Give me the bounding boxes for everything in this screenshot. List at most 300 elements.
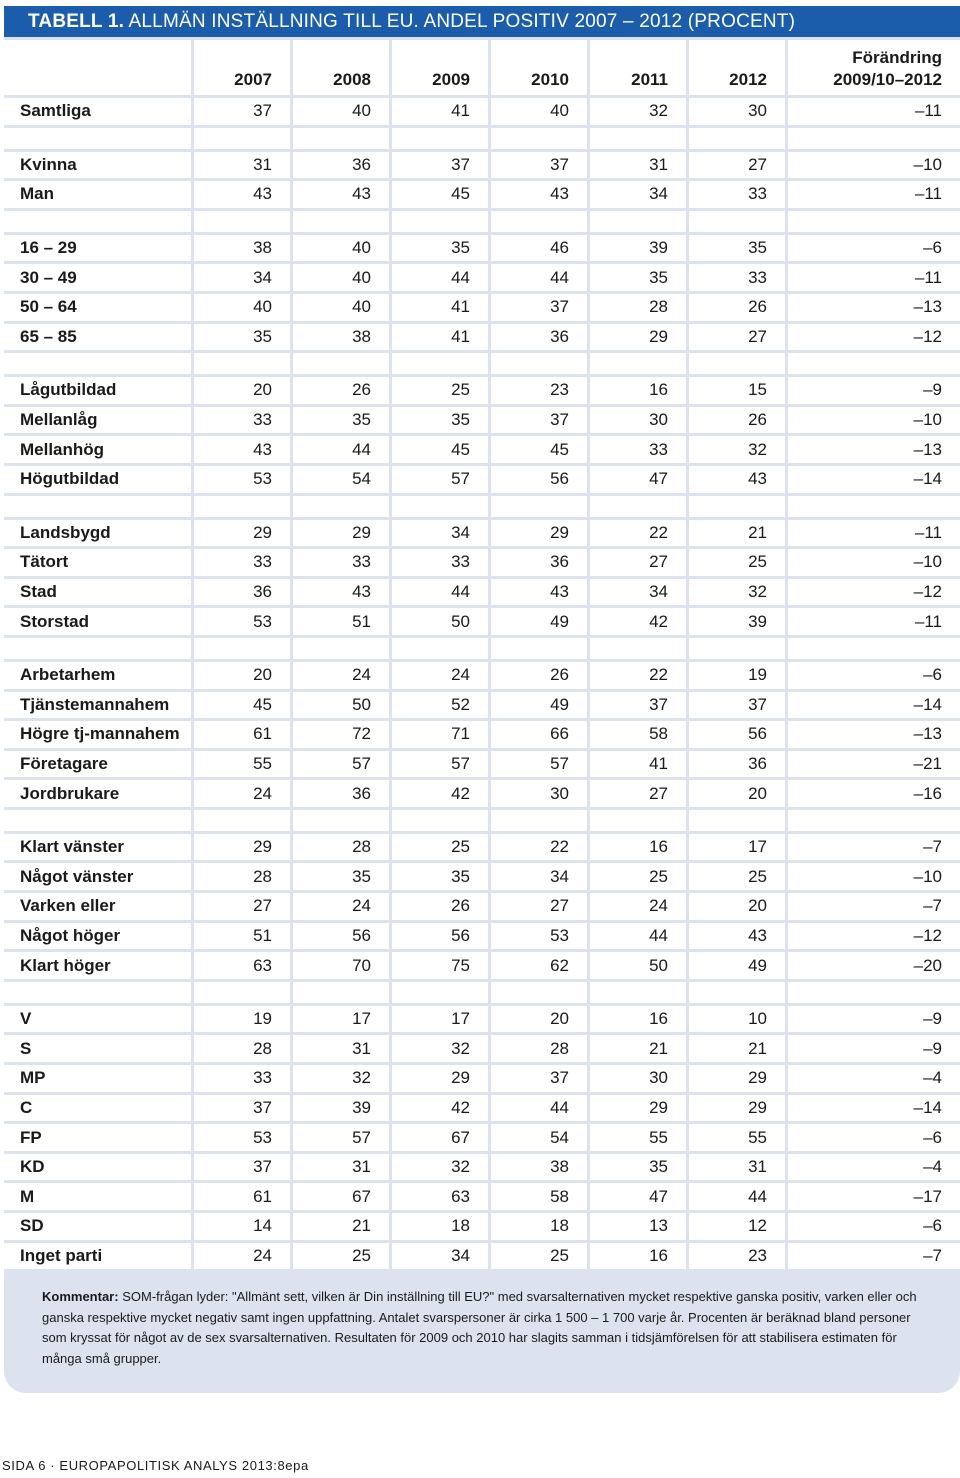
change-cell: –20: [788, 952, 960, 982]
value-cell: 24: [194, 1243, 293, 1273]
spacer-cell: [392, 211, 491, 235]
value-cell: 37: [689, 692, 788, 722]
value-cell: 23: [689, 1243, 788, 1273]
value-cell: 41: [392, 294, 491, 324]
value-cell: 57: [293, 751, 392, 781]
header-change-line2: 2009/10–2012: [833, 70, 942, 89]
spacer-cell: [194, 496, 293, 520]
value-cell: 38: [491, 1154, 590, 1184]
value-cell: 10: [689, 1006, 788, 1036]
table-row: [4, 98, 960, 128]
group-spacer-row: [4, 496, 960, 520]
header-year: 2009: [392, 40, 491, 98]
value-cell: 37: [194, 1095, 293, 1125]
value-cell: 35: [392, 235, 491, 265]
spacer-cell: [689, 496, 788, 520]
table-title: [4, 6, 960, 37]
change-cell: –13: [788, 294, 960, 324]
spacer-cell: [689, 638, 788, 662]
spacer-cell: [689, 211, 788, 235]
value-cell: 36: [293, 780, 392, 810]
table-row: [4, 294, 960, 324]
value-cell: 36: [293, 152, 392, 182]
value-cell: 44: [392, 264, 491, 294]
header-year: 2007: [194, 40, 293, 98]
spacer-cell: [392, 353, 491, 377]
value-cell: 40: [491, 98, 590, 128]
table-row: [4, 692, 960, 722]
value-cell: 43: [293, 181, 392, 211]
spacer-cell: [392, 810, 491, 834]
spacer-cell: [293, 211, 392, 235]
spacer-cell: [590, 496, 689, 520]
value-cell: 19: [689, 662, 788, 692]
value-cell: 19: [194, 1006, 293, 1036]
row-label: Inget parti: [4, 1243, 194, 1273]
value-cell: 32: [689, 436, 788, 466]
value-cell: 33: [194, 1065, 293, 1095]
value-cell: 14: [194, 1213, 293, 1243]
value-cell: 30: [590, 407, 689, 437]
value-cell: 29: [293, 520, 392, 550]
value-cell: 33: [689, 181, 788, 211]
value-cell: 43: [491, 579, 590, 609]
change-cell: –12: [788, 579, 960, 609]
value-cell: 56: [689, 721, 788, 751]
value-cell: 43: [491, 181, 590, 211]
spacer-cell: [689, 810, 788, 834]
value-cell: 45: [491, 436, 590, 466]
table-row: [4, 377, 960, 407]
value-cell: 26: [392, 893, 491, 923]
value-cell: 32: [392, 1035, 491, 1065]
value-cell: 39: [293, 1095, 392, 1125]
table-row: [4, 834, 960, 864]
row-label: 30 – 49: [4, 264, 194, 294]
table-row: [4, 1154, 960, 1184]
change-cell: –4: [788, 1154, 960, 1184]
row-label: Stad: [4, 579, 194, 609]
table-row: [4, 436, 960, 466]
value-cell: 36: [491, 324, 590, 354]
value-cell: 61: [194, 721, 293, 751]
change-cell: –6: [788, 1124, 960, 1154]
value-cell: 37: [194, 1154, 293, 1184]
value-cell: 63: [194, 952, 293, 982]
row-label: Landsbygd: [4, 520, 194, 550]
row-label: Arbetarhem: [4, 662, 194, 692]
value-cell: 51: [293, 608, 392, 638]
value-cell: 17: [293, 1006, 392, 1036]
value-cell: 27: [689, 152, 788, 182]
value-cell: 21: [689, 520, 788, 550]
value-cell: 43: [194, 436, 293, 466]
table-row: [4, 466, 960, 496]
change-cell: –11: [788, 98, 960, 128]
value-cell: 55: [590, 1124, 689, 1154]
change-cell: –13: [788, 721, 960, 751]
value-cell: 32: [689, 579, 788, 609]
value-cell: 39: [590, 235, 689, 265]
table-row: [4, 235, 960, 265]
table-row: [4, 952, 960, 982]
value-cell: 31: [194, 152, 293, 182]
value-cell: 56: [293, 923, 392, 953]
value-cell: 35: [392, 863, 491, 893]
row-label: Man: [4, 181, 194, 211]
row-label: S: [4, 1035, 194, 1065]
value-cell: 56: [392, 923, 491, 953]
row-label: V: [4, 1006, 194, 1036]
value-cell: 32: [392, 1154, 491, 1184]
value-cell: 28: [491, 1035, 590, 1065]
spacer-cell: [491, 353, 590, 377]
value-cell: 31: [590, 152, 689, 182]
value-cell: 31: [689, 1154, 788, 1184]
value-cell: 50: [392, 608, 491, 638]
value-cell: 45: [392, 436, 491, 466]
table-row: [4, 608, 960, 638]
row-label: Storstad: [4, 608, 194, 638]
value-cell: 30: [689, 98, 788, 128]
table-row: [4, 1006, 960, 1036]
change-cell: –16: [788, 780, 960, 810]
value-cell: 51: [194, 923, 293, 953]
change-cell: –4: [788, 1065, 960, 1095]
value-cell: 27: [491, 893, 590, 923]
value-cell: 24: [293, 893, 392, 923]
spacer-cell: [590, 353, 689, 377]
header-year: 2012: [689, 40, 788, 98]
value-cell: 33: [590, 436, 689, 466]
spacer-cell: [392, 638, 491, 662]
spacer-cell: [194, 353, 293, 377]
value-cell: 43: [689, 923, 788, 953]
group-spacer-row: [4, 211, 960, 235]
row-label: 16 – 29: [4, 235, 194, 265]
change-cell: –6: [788, 1213, 960, 1243]
row-label: Mellanhög: [4, 436, 194, 466]
value-cell: 18: [392, 1213, 491, 1243]
spacer-cell: [4, 211, 194, 235]
value-cell: 38: [194, 235, 293, 265]
value-cell: 28: [194, 863, 293, 893]
value-cell: 25: [293, 1243, 392, 1273]
value-cell: 21: [689, 1035, 788, 1065]
change-cell: –9: [788, 377, 960, 407]
value-cell: 25: [491, 1243, 590, 1273]
value-cell: 22: [491, 834, 590, 864]
table-row: [4, 549, 960, 579]
value-cell: 15: [689, 377, 788, 407]
spacer-cell: [194, 810, 293, 834]
change-cell: –7: [788, 893, 960, 923]
value-cell: 30: [491, 780, 590, 810]
value-cell: 62: [491, 952, 590, 982]
value-cell: 50: [590, 952, 689, 982]
change-cell: –10: [788, 152, 960, 182]
row-label: 65 – 85: [4, 324, 194, 354]
value-cell: 56: [491, 466, 590, 496]
spacer-cell: [194, 982, 293, 1006]
value-cell: 44: [689, 1183, 788, 1213]
value-cell: 31: [293, 1035, 392, 1065]
row-label: MP: [4, 1065, 194, 1095]
row-label: SD: [4, 1213, 194, 1243]
value-cell: 61: [194, 1183, 293, 1213]
value-cell: 29: [590, 324, 689, 354]
spacer-cell: [590, 638, 689, 662]
value-cell: 41: [392, 98, 491, 128]
value-cell: 26: [491, 662, 590, 692]
table-row: [4, 1095, 960, 1125]
value-cell: 40: [194, 294, 293, 324]
value-cell: 37: [491, 152, 590, 182]
row-label: Något höger: [4, 923, 194, 953]
spacer-cell: [194, 638, 293, 662]
table-row: [4, 152, 960, 182]
value-cell: 28: [590, 294, 689, 324]
value-cell: 16: [590, 834, 689, 864]
value-cell: 57: [392, 751, 491, 781]
table-row: [4, 923, 960, 953]
value-cell: 22: [590, 520, 689, 550]
value-cell: 43: [689, 466, 788, 496]
value-cell: 43: [194, 181, 293, 211]
row-label: Samtliga: [4, 98, 194, 128]
spacer-cell: [194, 211, 293, 235]
value-cell: 28: [194, 1035, 293, 1065]
value-cell: 33: [689, 264, 788, 294]
change-cell: –6: [788, 662, 960, 692]
row-label: C: [4, 1095, 194, 1125]
value-cell: 37: [590, 692, 689, 722]
value-cell: 26: [689, 294, 788, 324]
header-year: 2010: [491, 40, 590, 98]
value-cell: 34: [590, 579, 689, 609]
value-cell: 40: [293, 98, 392, 128]
value-cell: 54: [491, 1124, 590, 1154]
table-title-label: TABELL 1.: [28, 11, 125, 32]
page-footer: SIDA 6 · EUROPAPOLITISK ANALYS 2013:8epa: [2, 1458, 309, 1473]
value-cell: 49: [491, 692, 590, 722]
group-spacer-row: [4, 982, 960, 1006]
table-row: [4, 1065, 960, 1095]
spacer-cell: [293, 638, 392, 662]
value-cell: 27: [590, 549, 689, 579]
table-title-text: ALLMÄN INSTÄLLNING TILL EU. ANDEL POSITIV 2007 – 2012 (PROCENT): [128, 11, 796, 32]
spacer-cell: [293, 128, 392, 152]
value-cell: 35: [689, 235, 788, 265]
row-label: Kvinna: [4, 152, 194, 182]
spacer-cell: [392, 982, 491, 1006]
spacer-cell: [293, 353, 392, 377]
value-cell: 66: [491, 721, 590, 751]
row-label: Tjänstemannahem: [4, 692, 194, 722]
spacer-cell: [689, 353, 788, 377]
spacer-cell: [590, 982, 689, 1006]
value-cell: 40: [293, 294, 392, 324]
header-year: 2011: [590, 40, 689, 98]
value-cell: 57: [392, 466, 491, 496]
row-label: Mellanlåg: [4, 407, 194, 437]
spacer-cell: [392, 496, 491, 520]
spacer-cell: [590, 211, 689, 235]
spacer-cell: [293, 982, 392, 1006]
spacer-cell: [4, 982, 194, 1006]
data-table: [4, 40, 960, 1272]
value-cell: 20: [689, 780, 788, 810]
spacer-cell: [788, 496, 960, 520]
row-label: KD: [4, 1154, 194, 1184]
value-cell: 75: [392, 952, 491, 982]
change-cell: –10: [788, 407, 960, 437]
spacer-cell: [4, 496, 194, 520]
value-cell: 37: [194, 98, 293, 128]
value-cell: 25: [590, 863, 689, 893]
spacer-cell: [788, 211, 960, 235]
table-body: [4, 98, 960, 1272]
spacer-cell: [491, 810, 590, 834]
value-cell: 20: [194, 662, 293, 692]
value-cell: 42: [392, 1095, 491, 1125]
value-cell: 53: [491, 923, 590, 953]
value-cell: 40: [293, 264, 392, 294]
row-label: Företagare: [4, 751, 194, 781]
spacer-cell: [788, 982, 960, 1006]
change-cell: –11: [788, 264, 960, 294]
spacer-cell: [788, 810, 960, 834]
header-label-cell: [4, 40, 194, 98]
spacer-cell: [491, 638, 590, 662]
spacer-cell: [788, 353, 960, 377]
table-row: [4, 863, 960, 893]
header-year: 2008: [293, 40, 392, 98]
spacer-cell: [590, 810, 689, 834]
value-cell: 46: [491, 235, 590, 265]
value-cell: 47: [590, 466, 689, 496]
comment-label: Kommentar:: [42, 1289, 119, 1304]
value-cell: 52: [392, 692, 491, 722]
row-label: FP: [4, 1124, 194, 1154]
value-cell: 44: [491, 1095, 590, 1125]
value-cell: 35: [590, 1154, 689, 1184]
spacer-cell: [491, 211, 590, 235]
value-cell: 33: [194, 407, 293, 437]
value-cell: 47: [590, 1183, 689, 1213]
value-cell: 16: [590, 377, 689, 407]
value-cell: 45: [392, 181, 491, 211]
value-cell: 53: [194, 466, 293, 496]
value-cell: 27: [590, 780, 689, 810]
value-cell: 40: [293, 235, 392, 265]
value-cell: 25: [689, 863, 788, 893]
value-cell: 67: [392, 1124, 491, 1154]
value-cell: 57: [491, 751, 590, 781]
spacer-cell: [689, 982, 788, 1006]
value-cell: 35: [293, 407, 392, 437]
spacer-cell: [491, 128, 590, 152]
change-cell: –9: [788, 1006, 960, 1036]
value-cell: 16: [590, 1243, 689, 1273]
value-cell: 63: [392, 1183, 491, 1213]
value-cell: 53: [194, 608, 293, 638]
value-cell: 36: [194, 579, 293, 609]
value-cell: 44: [293, 436, 392, 466]
table-row: [4, 1243, 960, 1273]
table-row: [4, 1213, 960, 1243]
table-row: [4, 893, 960, 923]
value-cell: 45: [194, 692, 293, 722]
value-cell: 20: [689, 893, 788, 923]
spacer-cell: [194, 128, 293, 152]
value-cell: 34: [491, 863, 590, 893]
value-cell: 34: [392, 520, 491, 550]
value-cell: 36: [689, 751, 788, 781]
row-label: Högutbildad: [4, 466, 194, 496]
value-cell: 71: [392, 721, 491, 751]
table-row: [4, 751, 960, 781]
value-cell: 24: [293, 662, 392, 692]
value-cell: 12: [689, 1213, 788, 1243]
spacer-cell: [4, 810, 194, 834]
change-cell: –21: [788, 751, 960, 781]
value-cell: 41: [590, 751, 689, 781]
value-cell: 23: [491, 377, 590, 407]
change-cell: –17: [788, 1183, 960, 1213]
table-row: [4, 579, 960, 609]
change-cell: –10: [788, 549, 960, 579]
row-label: Jordbrukare: [4, 780, 194, 810]
value-cell: 29: [689, 1095, 788, 1125]
change-cell: –11: [788, 181, 960, 211]
value-cell: 24: [590, 893, 689, 923]
value-cell: 26: [293, 377, 392, 407]
change-cell: –14: [788, 1095, 960, 1125]
row-label: Något vänster: [4, 863, 194, 893]
value-cell: 35: [392, 407, 491, 437]
change-cell: –14: [788, 692, 960, 722]
value-cell: 17: [392, 1006, 491, 1036]
change-cell: –13: [788, 436, 960, 466]
value-cell: 28: [293, 834, 392, 864]
value-cell: 34: [194, 264, 293, 294]
value-cell: 70: [293, 952, 392, 982]
value-cell: 20: [491, 1006, 590, 1036]
value-cell: 36: [491, 549, 590, 579]
spacer-cell: [491, 982, 590, 1006]
value-cell: 49: [689, 952, 788, 982]
value-cell: 25: [689, 549, 788, 579]
value-cell: 57: [293, 1124, 392, 1154]
table-row: [4, 520, 960, 550]
table-row: [4, 264, 960, 294]
value-cell: 67: [293, 1183, 392, 1213]
table-row: [4, 721, 960, 751]
change-cell: –14: [788, 466, 960, 496]
row-label: M: [4, 1183, 194, 1213]
change-cell: –12: [788, 923, 960, 953]
value-cell: 37: [491, 1065, 590, 1095]
header-row: [4, 40, 960, 98]
value-cell: 35: [590, 264, 689, 294]
value-cell: 27: [689, 324, 788, 354]
value-cell: 29: [392, 1065, 491, 1095]
spacer-cell: [788, 638, 960, 662]
value-cell: 31: [293, 1154, 392, 1184]
change-cell: –10: [788, 863, 960, 893]
value-cell: 21: [590, 1035, 689, 1065]
